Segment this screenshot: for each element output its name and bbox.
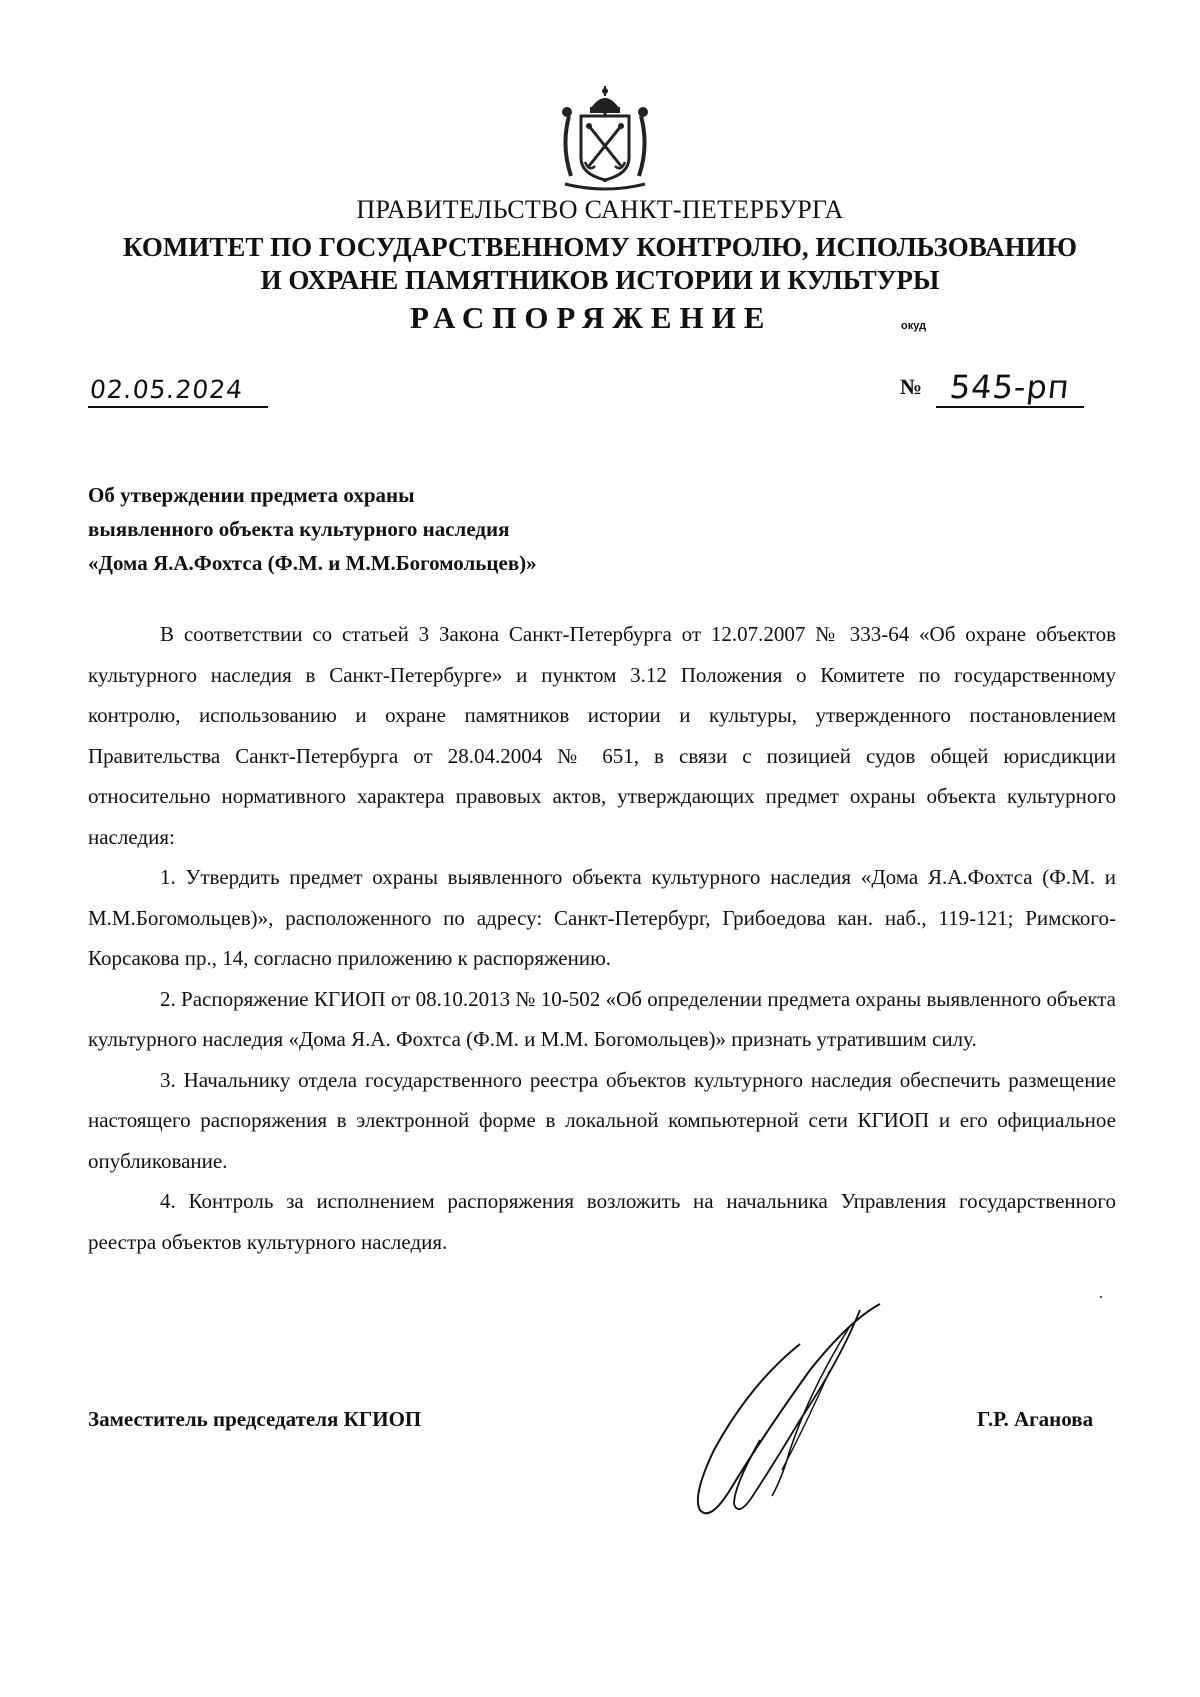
order-item-1: 1. Утвердить предмет охраны выявленного объекта культурного наследия «Дома Я.А.Фохтса (Ф.М. и М.М.Богомольцев)», расположенного по адресу: Санкт-Петербург, Грибоедова кан. наб., 119-121; Римского-Корсакова пр., 14, согласно приложению к распоряжению. <box>88 865 1116 970</box>
number-field <box>936 362 1084 408</box>
okud-label: окуд <box>901 320 927 332</box>
document-number: 545-рп <box>948 368 1072 406</box>
order-item-2: 2. Распоряжение КГИОП от 08.10.2013 № 10-502 «Об определении предмета охраны выявленного объекта культурного наследия «Дома Я.А. Фохтса (Ф.М. и М.М. Богомольцев)» признать утратившим силу. <box>88 986 1116 1051</box>
subject-line: «Дома Я.А.Фохтса (Ф.М. и М.М.Богомольцев)» <box>88 551 537 575</box>
subject-line: Об утверждении предмета охраны <box>88 483 415 507</box>
document-date: 02.05.2024 <box>88 375 245 404</box>
coat-of-arms-icon <box>555 86 655 192</box>
signatory-name: Г.Р. Аганова <box>977 1407 1094 1431</box>
document-subject <box>88 478 788 580</box>
government-name: ПРАВИТЕЛЬСТВО САНКТ-ПЕТЕРБУРГА <box>356 195 844 224</box>
document-body <box>88 614 1116 1262</box>
handwritten-signature <box>690 1300 900 1520</box>
document-type-title: РАСПОРЯЖЕНИЕ <box>410 300 773 335</box>
subject-line: выявленного объекта культурного наследия <box>88 517 510 541</box>
signatory-position: Заместитель председателя КГИОП <box>88 1407 422 1431</box>
order-item-4: 4. Контроль за исполнением распоряжения возложить на начальника Управления государственного реестра объектов культурного наследия. <box>88 1189 1116 1254</box>
preamble-paragraph: В соответствии со статьей 3 Закона Санкт-Петербурга от 12.07.2007 № 333-64 «Об охране объектов культурного наследия в Санкт-Петербурге» и пунктом 3.12 Положения о Комитете по государственному контролю, использованию и охране памятников истории и культуры, утвержденного постановлением Правительства Санкт-Петербурга от 28.04.2004 № 651, в связи с позицией судов общей юрисдикции относительно нормативного характера правовых актов, утверждающих предмет охраны объекта культурного наследия: <box>88 622 1116 849</box>
committee-name-line1: КОМИТЕТ ПО ГОСУДАРСТВЕННОМУ КОНТРОЛЮ, ИСПОЛЬЗОВАНИЮ <box>123 232 1077 262</box>
committee-name-line2: И ОХРАНЕ ПАМЯТНИКОВ ИСТОРИИ И КУЛЬТУРЫ <box>260 265 940 295</box>
order-item-3: 3. Начальнику отдела государственного реестра объектов культурного наследия обеспечить размещение настоящего распоряжения в электронной форме в локальной компьютерной сети КГИОП и его официальное опубликование. <box>88 1067 1116 1173</box>
date-field <box>88 366 268 408</box>
scan-speck <box>1100 1296 1102 1298</box>
number-sign: № <box>900 374 923 399</box>
